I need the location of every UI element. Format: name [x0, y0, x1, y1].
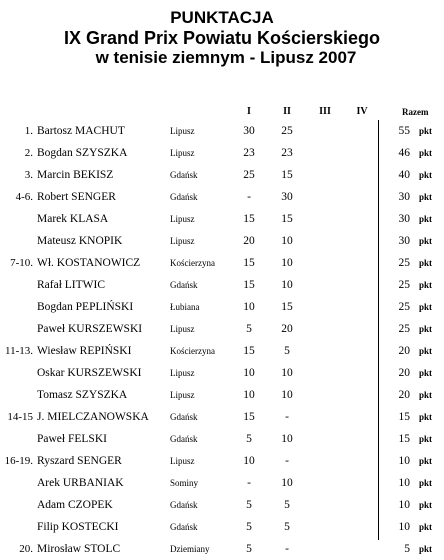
title-line-3: w tenisie ziemnym - Lipusz 2007 — [95, 48, 357, 67]
table-row — [0, 120, 444, 142]
table-row — [0, 230, 444, 252]
round-2-score-cell: 10 — [281, 477, 293, 489]
club-cell: Lipusz — [170, 390, 195, 400]
total-score-cell: 10 — [398, 477, 410, 489]
place-cell: 14-15 — [7, 411, 33, 423]
place-cell: 4-6. — [15, 191, 33, 203]
round-1-score-cell: 5 — [246, 433, 252, 445]
points-unit-cell: pkt — [419, 192, 433, 202]
points-unit-cell: pkt — [419, 302, 433, 312]
total-score-cell: 20 — [398, 389, 410, 401]
round-2-score-cell: 10 — [281, 433, 293, 445]
table-row — [0, 142, 444, 164]
round-2-score-cell: 10 — [281, 389, 293, 401]
club-cell: Lipusz — [170, 324, 195, 334]
points-unit-cell: pkt — [419, 390, 433, 400]
column-header-round-1: I — [247, 106, 251, 117]
round-1-score-cell: 15 — [243, 411, 255, 423]
total-score-cell: 20 — [398, 367, 410, 379]
round-2-score-cell: 15 — [281, 169, 293, 181]
place-cell: 11-13. — [4, 345, 33, 357]
round-1-score-cell: 23 — [243, 147, 255, 159]
total-score-cell: 25 — [398, 323, 410, 335]
player-name-cell: Bogdan SZYSZKA — [37, 147, 128, 159]
table-row — [0, 450, 444, 472]
total-score-cell: 10 — [398, 521, 410, 533]
player-name-cell: Filip KOSTECKI — [37, 521, 119, 533]
club-cell: Lipusz — [170, 214, 195, 224]
round-2-score-cell: 10 — [281, 235, 293, 247]
club-cell: Gdańsk — [170, 280, 198, 290]
round-1-score-cell: 10 — [243, 301, 255, 313]
round-2-score-cell: 5 — [284, 345, 290, 357]
points-unit-cell: pkt — [419, 258, 433, 268]
player-name-cell: Bogdan PEPLIŃSKI — [37, 301, 134, 313]
place-cell: 2. — [24, 147, 33, 159]
round-2-score-cell: 25 — [281, 125, 293, 137]
points-unit-cell: pkt — [419, 522, 433, 532]
table-row — [0, 516, 444, 538]
total-score-cell: 55 — [398, 125, 410, 137]
round-2-score-cell: 15 — [281, 213, 293, 225]
round-1-score-cell: 30 — [243, 125, 255, 137]
table-row — [0, 252, 444, 274]
round-1-score-cell: 15 — [243, 257, 255, 269]
total-score-cell: 30 — [398, 235, 410, 247]
place-cell: 3. — [24, 169, 33, 181]
player-name-cell: Bartosz MACHUT — [37, 125, 125, 137]
round-2-score-cell: - — [285, 455, 289, 467]
table-row — [0, 164, 444, 186]
club-cell: Lipusz — [170, 236, 195, 246]
total-score-cell: 15 — [398, 411, 410, 423]
table-row — [0, 274, 444, 296]
round-1-score-cell: 5 — [246, 323, 252, 335]
points-unit-cell: pkt — [419, 412, 433, 422]
table-row — [0, 186, 444, 208]
points-unit-cell: pkt — [419, 214, 433, 224]
table-row — [0, 494, 444, 516]
player-name-cell: Marek KLASA — [37, 213, 109, 225]
table-row — [0, 362, 444, 384]
points-unit-cell: pkt — [419, 368, 433, 378]
title-line-2: IX Grand Prix Powiatu Kościerskiego — [63, 28, 381, 48]
total-score-cell: 46 — [398, 147, 410, 159]
points-unit-cell: pkt — [419, 346, 433, 356]
round-1-score-cell: 25 — [243, 169, 255, 181]
round-1-score-cell: 15 — [243, 345, 255, 357]
points-unit-cell: pkt — [419, 434, 433, 444]
round-2-score-cell: 5 — [284, 499, 290, 511]
table-row — [0, 208, 444, 230]
round-2-score-cell: 20 — [281, 323, 293, 335]
total-score-cell: 30 — [398, 213, 410, 225]
club-cell: Gdańsk — [170, 500, 198, 510]
points-unit-cell: pkt — [419, 170, 433, 180]
player-name-cell: Wł. KOSTANOWICZ — [37, 257, 141, 269]
round-2-score-cell: 30 — [281, 191, 293, 203]
total-score-cell: 20 — [398, 345, 410, 357]
points-unit-cell: pkt — [419, 478, 433, 488]
player-name-cell: Adam CZOPEK — [37, 499, 113, 511]
round-2-score-cell: 5 — [284, 521, 290, 533]
place-cell: 20. — [19, 543, 33, 555]
points-unit-cell: pkt — [419, 280, 433, 290]
place-cell: 1. — [24, 125, 33, 137]
round-2-score-cell: 15 — [281, 301, 293, 313]
player-name-cell: Rafał LITWIC — [37, 279, 106, 291]
column-header-total: Razem — [402, 107, 429, 117]
table-row — [0, 296, 444, 318]
club-cell: Kościerzyna — [170, 346, 215, 356]
club-cell: Lipusz — [170, 148, 195, 158]
player-name-cell: Robert SENGER — [37, 191, 116, 203]
points-unit-cell: pkt — [419, 236, 433, 246]
column-header-round-2: II — [283, 106, 291, 117]
points-unit-cell: pkt — [419, 126, 433, 136]
round-1-score-cell: 5 — [246, 543, 252, 555]
player-name-cell: Mirosław STOLC — [37, 543, 121, 555]
round-2-score-cell: - — [285, 411, 289, 423]
player-name-cell: Ryszard SENGER — [37, 455, 122, 467]
round-1-score-cell: 5 — [246, 499, 252, 511]
player-name-cell: Mateusz KNOPIK — [37, 235, 123, 247]
table-row — [0, 406, 444, 428]
club-cell: Gdańsk — [170, 412, 198, 422]
player-name-cell: Oskar KURSZEWSKI — [37, 367, 142, 379]
round-1-score-cell: - — [247, 477, 251, 489]
total-score-cell: 10 — [398, 499, 410, 511]
table-row — [0, 340, 444, 362]
total-score-cell: 25 — [398, 279, 410, 291]
player-name-cell: Arek URBANIAK — [37, 477, 124, 489]
place-cell: 7-10. — [10, 257, 33, 269]
club-cell: Lipusz — [170, 126, 195, 136]
total-score-cell: 25 — [398, 257, 410, 269]
points-unit-cell: pkt — [419, 456, 433, 466]
round-1-score-cell: 15 — [243, 279, 255, 291]
table-row — [0, 538, 444, 560]
round-1-score-cell: 5 — [246, 521, 252, 533]
player-name-cell: Paweł FELSKI — [37, 433, 107, 445]
round-2-score-cell: 10 — [281, 367, 293, 379]
club-cell: Gdańsk — [170, 522, 198, 532]
title-line-1: PUNKTACJA — [170, 8, 274, 27]
club-cell: Dziemiany — [170, 544, 210, 554]
table-row — [0, 428, 444, 450]
round-1-score-cell: - — [247, 191, 251, 203]
total-score-cell: 25 — [398, 301, 410, 313]
round-1-score-cell: 10 — [243, 389, 255, 401]
points-unit-cell: pkt — [419, 500, 433, 510]
page-title — [0, 8, 444, 68]
round-2-score-cell: 10 — [281, 257, 293, 269]
table-row — [0, 318, 444, 340]
club-cell: Łubiana — [170, 302, 200, 312]
total-score-cell: 5 — [404, 543, 410, 555]
total-score-cell: 30 — [398, 191, 410, 203]
round-2-score-cell: 10 — [281, 279, 293, 291]
table-row — [0, 472, 444, 494]
player-name-cell: J. MIELCZANOWSKA — [37, 411, 149, 423]
points-unit-cell: pkt — [419, 544, 433, 554]
club-cell: Lipusz — [170, 368, 195, 378]
club-cell: Sominy — [170, 478, 199, 488]
round-1-score-cell: 10 — [243, 367, 255, 379]
place-cell: 16-19. — [4, 455, 33, 467]
round-1-score-cell: 10 — [243, 455, 255, 467]
round-2-score-cell: 23 — [281, 147, 293, 159]
total-score-cell: 10 — [398, 455, 410, 467]
total-score-cell: 15 — [398, 433, 410, 445]
club-cell: Gdańsk — [170, 192, 198, 202]
club-cell: Gdańsk — [170, 434, 198, 444]
column-header-round-4: IV — [356, 106, 368, 117]
round-1-score-cell: 20 — [243, 235, 255, 247]
column-header-round-3: III — [319, 106, 331, 117]
club-cell: Kościerzyna — [170, 258, 215, 268]
points-unit-cell: pkt — [419, 324, 433, 334]
player-name-cell: Tomasz SZYSZKA — [37, 389, 128, 401]
player-name-cell: Paweł KURSZEWSKI — [37, 323, 143, 335]
round-2-score-cell: - — [285, 543, 289, 555]
player-name-cell: Wiesław REPIŃSKI — [37, 345, 132, 357]
round-1-score-cell: 15 — [243, 213, 255, 225]
total-score-cell: 40 — [398, 169, 410, 181]
table-row — [0, 384, 444, 406]
player-name-cell: Marcin BEKISZ — [37, 169, 114, 181]
club-cell: Gdańsk — [170, 170, 198, 180]
points-unit-cell: pkt — [419, 148, 433, 158]
club-cell: Lipusz — [170, 456, 195, 466]
